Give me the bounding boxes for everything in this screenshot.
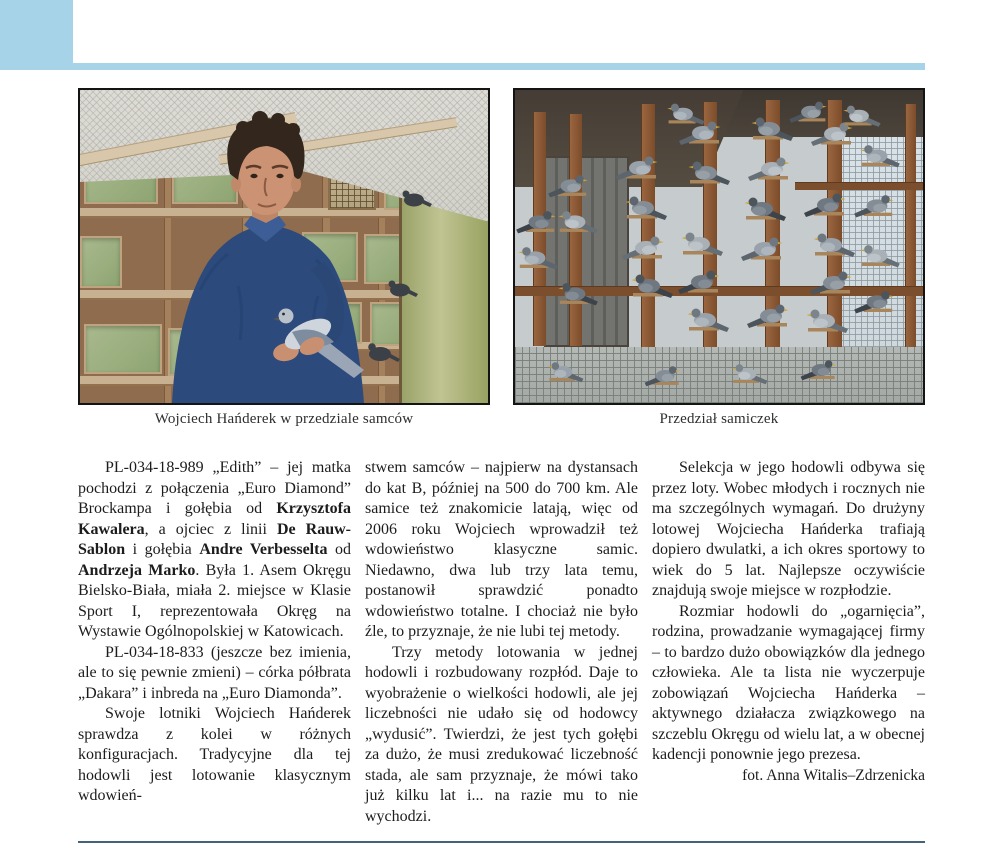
pigeon [741, 238, 783, 262]
pigeon [854, 291, 893, 313]
pigeon [748, 158, 790, 182]
pigeon [752, 118, 794, 142]
photo-left-caption: Wojciech Hańderek w przedziale samców [154, 411, 414, 427]
text-segment: PL-034-18-833 (jeszcze bez imienia, ale to się pewnie zmieni) – córka półbrata „Dakara” i inbreda na „Euro Diamonda”. [78, 643, 351, 702]
pigeon [860, 245, 899, 267]
article-paragraph [365, 458, 638, 643]
pigeon [622, 237, 664, 261]
text-segment: PL-034-18-989 „Edith” – jej matka pochodzi z połączenia „Euro Diamond” Brockampa i gołębia od [78, 459, 351, 517]
photo-hen-compartment [513, 88, 925, 405]
text-segment: Swoje lotniki Wojciech Hańderek sprawdza z kolei w różnych konfiguracjach. Tradycyjne dla tej hodowli jest lotowanie klasycznym wdowień- [78, 705, 351, 804]
article-paragraph [652, 458, 925, 602]
pigeon [682, 233, 724, 257]
pigeon [626, 197, 668, 221]
pigeon [689, 162, 731, 186]
text-segment: Trzy metody lotowania w jednej hodowli i rozbudowany rozpłód. Daje to wyobrażenie o wielkości hodowli, ale jej liczebności nie udało się od hodowcy „wydusić”. Twierdzi, że jest tych gołębi za dużo, że musi zredukować liczebność stada, ale sam przyznaje, że mówi tako już kilku lat i... na razie mu to nie wychodzi. [365, 643, 638, 825]
pigeon [645, 366, 680, 386]
article-column-3 [652, 458, 925, 827]
bold-name: Andre Verbesselta [199, 541, 328, 558]
pigeon [811, 123, 853, 147]
pigeon [732, 364, 767, 384]
pigeon [854, 195, 893, 217]
article-paragraph [78, 643, 351, 705]
pigeon [745, 198, 787, 222]
pigeon [516, 211, 555, 233]
pigeon [678, 271, 720, 295]
article-body [78, 458, 925, 827]
photo-right-caption: Przedział samiczek [659, 411, 779, 427]
pigeon [688, 309, 730, 333]
text-segment: , a ojciec z linii [144, 520, 277, 538]
bold-name: De Rauw-Sablon [78, 520, 351, 558]
pigeon [679, 122, 721, 146]
pigeon [789, 102, 826, 123]
pigeon [667, 104, 704, 125]
pigeon [807, 310, 849, 334]
breeder-with-pigeon-illustration [80, 90, 488, 403]
article-paragraph [365, 643, 638, 828]
pigeon [548, 175, 587, 197]
pigeon [548, 362, 583, 382]
bold-name: Krzysztofa Kawalera [78, 500, 351, 538]
pigeon [747, 305, 789, 329]
article-paragraph [652, 602, 925, 766]
accent-top-bar [0, 63, 925, 70]
pigeon [632, 275, 674, 299]
pigeon [801, 360, 836, 380]
pigeon [518, 247, 557, 269]
bottom-rule [78, 841, 925, 843]
pigeon [558, 283, 597, 305]
pigeon [860, 145, 899, 167]
text-segment: . Była 1. Asem Okręgu Bielsko-Biała, miała 2. miejsce w Klasie Sport I, reprezentowała Okręg na Wystawie Ogólnopolskiej w Katowicach. [78, 561, 351, 640]
pigeon [843, 106, 880, 127]
article-paragraph [78, 458, 351, 643]
pigeon [616, 157, 658, 181]
text-segment: Selekcja w jego hodowli odbywa się przez loty. Wobec młodych i rocznych nie ma szczególnych wymagań. Do drużyny lotowej Wojciecha Hańderka trafiają dopiero dwulatki, a ich okres sportowy to wiek do 5 lat. Najlepsze oczywiście znajdują swoje miejsce w rozpłodzie. [652, 459, 925, 599]
pigeon [814, 234, 856, 258]
text-segment: i gołębia [125, 541, 200, 558]
article-paragraph [78, 704, 351, 807]
bold-name: Andrzeja Marko [78, 561, 196, 579]
text-segment: od [327, 541, 351, 558]
article-column-1 [78, 458, 351, 827]
photo-credit: fot. Anna Witalis–Zdrzenicka [742, 766, 925, 784]
pigeon [804, 194, 846, 218]
accent-corner-block [0, 0, 73, 63]
pigeon [810, 272, 852, 296]
perched-pigeons-illustration [515, 90, 923, 403]
text-segment: Rozmiar hodowli do „ogarnięcia”, rodzina, prowadzanie wymagającej firmy – to bardzo dużo obowiązków dla jednego człowieka. Ale ta lista nie wyczerpuje zobowiązań Wojciecha Hańderka – aktywnego działacza związkowego na szczeblu Okręgu od wielu lat, a w obecnej kadencji ponownie jego prezesa. [652, 602, 925, 763]
text-segment: stwem samców – najpierw na dystansach do kat B, później na 500 do 700 km. Ale samice też znakomicie latają, więc od 2006 roku Wojciech wprowadził też wdowieństwo klasyczne samic. Niedawno, dwa lub trzy lata temu, postanowił sprawdzić ponadto wdowieństwo totalne. I chociaż nie było źle, to przyznaje, że nie lubi tej metody. [365, 459, 638, 640]
article-column-2 [365, 458, 638, 827]
photo-breeder-in-loft [78, 88, 490, 405]
pigeon [558, 211, 597, 233]
